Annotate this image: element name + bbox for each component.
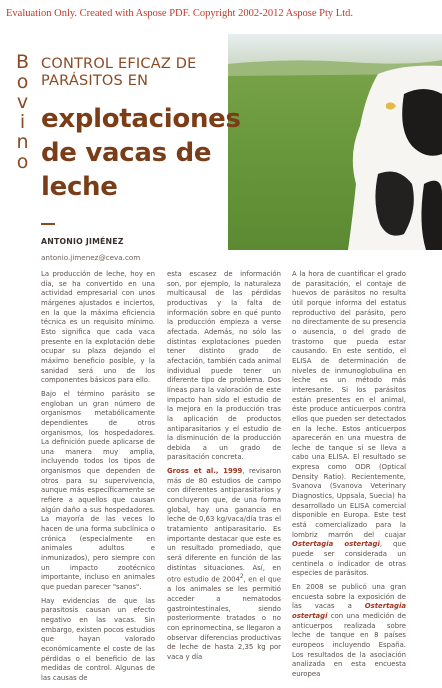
headline-line: de vacas de (41, 138, 212, 168)
paragraph (292, 583, 406, 680)
species-name: Ostertagia ostertagi (292, 540, 380, 549)
paragraph: Bajo el término parásito se engloban un gran número de organismos metabólicamente dependientes de otros organismos, los hospedadores. La definición puede aplicarse de una manera muy amplia, incluyendo todos los tipos de organismos que dependen de otros para su supervivencia, aunque más específicamente se refiere a aquellos que causan algún daño a sus hospedadores. La mayoría de las veces lo hacen de una forma subclínica o crónica (especialmente en animales adultos e inmunizados), pero siempre con un impacto zootécnico importante, incluso en animales que puedan parecer "sanos". (41, 389, 155, 591)
paragraph (292, 270, 406, 579)
section-letter: v (16, 91, 32, 113)
text-run: En 2008 se publicó una gran encuesta sobre la exposición de las vacas a (292, 583, 406, 611)
text-run: con una medición de anticuerpos realizada sobre leche de tanque en 8 países europeos incluyendo España. Los resultados de la asociación analizada en esta encuesta europea (292, 611, 406, 678)
section-letter: n (16, 131, 32, 153)
text-run: , en el que a los animales se les permitió acceder a nematodos gastrointestinales, siendo posteriormente tratados o no con eprinomectina, se llegaron a observar diferencias productivas de leche de hasta 2,35 kg por vaca y día (167, 575, 281, 661)
kicker-line: PARÁSITOS EN (41, 73, 149, 89)
headline-line: explotaciones (41, 104, 241, 134)
watermark: Evaluation Only. Created with Aspose PDF. Copyright 2002-2012 Aspose Pty Ltd. (6, 8, 354, 19)
section-letter: i (19, 111, 29, 133)
article-headline (41, 102, 251, 204)
headline-line: leche (41, 172, 118, 202)
citation: Gross et al., 1999 (167, 467, 243, 476)
text-column-1 (41, 270, 155, 688)
divider-rule (41, 223, 55, 225)
paragraph: Hay evidencias de que las parasitosis causan un efecto negativo en las vacas. Sin embargo, existen pocos estudios que hayan valorado económicamente el coste de las pérdidas o el beneficio de las medidas de control. Algunas de las causas de (41, 596, 155, 682)
text-column-2 (167, 270, 281, 667)
text-column-3 (292, 270, 406, 684)
section-letter: o (16, 71, 32, 93)
cow-photo (228, 34, 442, 250)
article-kicker (41, 56, 241, 90)
text-run: , revisaron más de 80 estudios de campo con diferentes antiparasitarios y concluyeron que, de una forma global, hay una ganancia en leche de 0,63 kg/vaca/día tras el tratamiento antiparasitario. Es importante destacar que este es un resultado promediado, que será diferente en función de las distintas situaciones. Así, en otro estudio de 2004 (167, 467, 281, 584)
author-name: ANTONIO JIMÉNEZ (41, 237, 124, 246)
footnote-ref: 2 (239, 574, 244, 581)
paragraph: La producción de leche, hoy en día, se ha convertido en una actividad empresarial con unos márgenes ajustados e inciertos, en la que la máxima eficiencia técnica es un requisito mínimo. Esto significa que cada vaca presente en la explotación debe ocupar su plaza dejando el máximo beneficio posible, y la sanidad será uno de los componentes básicos para ello. (41, 270, 155, 385)
text-run: , que puede ser considerada un centinela o indicador de otras especies de parásitos. (292, 540, 406, 578)
author-email[interactable]: antonio.jimenez@ceva.com (41, 253, 141, 262)
paragraph (167, 467, 281, 662)
species-name: Ostertagia ostertagi (292, 602, 406, 620)
section-label-bovino (13, 52, 35, 202)
text-run: A la hora de cuantificar el grado de parasitación, el contaje de huevos de parásitos no resulta útil porque informa del estatus reproductivo del parásito, pero no directamente de su presencia o ausencia, o del grado de trastorno que pueda estar causando. En este sentido, el ELISA de determinación de niveles de inmunoglobulina en leche es un método más interesante. Si los parásitos están presentes en el animal, éste produce anticuerpos contra ellos que pueden ser detectados en la leche. Estos anticuerpos aparecerán en una muestra de leche de tanque si se lleva a cabo una ELISA. El resultado se expresa como ODR (Optical Density Ratio). Recientemente, Svanova (Svanova Veterinary Diagnostics, Uppsala, Suecia) ha desarrollado un ELISA comercial disponible en Europa. Este test está comercializado para la lombriz marrón del cuajar (292, 270, 406, 539)
kicker-line: CONTROL EFICAZ DE (41, 56, 197, 72)
paragraph: esta escasez de información son, por ejemplo, la naturaleza multicausal de las pérdidas productivas y la falta de información sobre en qué punto la producción empieza a verse afectada. Además, no sólo las distintas explotaciones pueden tener distinto grado de afectación, también cada animal individual puede tener un diferente tipo de problema. Dos líneas para la valoración de este impacto han sido el estudio de la mejora en la producción tras la aplicación de productos antiparasitarios y el estudio de la disminución de la producción debida a un grado de parasitación concreta. (167, 270, 281, 462)
section-letter: o (16, 151, 32, 173)
section-letter: B (15, 51, 33, 73)
